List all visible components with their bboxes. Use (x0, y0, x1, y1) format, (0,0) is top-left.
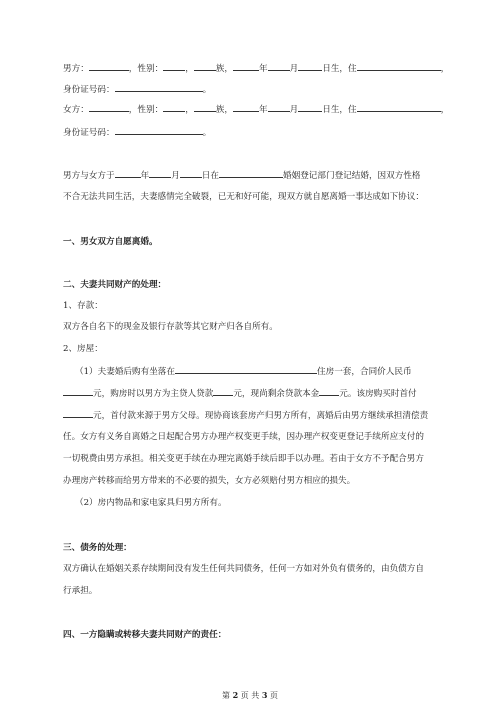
section-2-heading: 二、夫妻共同财产的处理： (63, 280, 167, 290)
male-id-line: 身份证号码： 。 (63, 82, 211, 96)
page-footer: 第 2 页 共 3 页 (222, 690, 278, 700)
nation-blank (194, 61, 216, 71)
house-line-6: 办理房产转移而给男方带来的不必要的损失，女方必须赔付男方相应的损失。 (63, 476, 356, 486)
debts-text-1: 双方确认在婚姻关系存续期间没有发生任何共同债务，任何一方如对外负有债务的，由负债方自 (63, 564, 424, 574)
debts-text-2: 行承担。 (63, 586, 98, 596)
male-info-line: 男方： ，性别： ， 族， 年 月 日生，住 ， (63, 61, 449, 75)
intro-line-2: 不合无法共同生活，夫妻感情完全破裂，已无和好可能，现双方就自愿离婚一事达成如下协议： (63, 192, 424, 202)
female-info-line: 女方： ，性别： ， 族， 年 月 日生，住 ， (63, 102, 449, 116)
address-blank (357, 61, 441, 71)
male-name-blank (89, 61, 129, 71)
house-location-blank (175, 364, 317, 374)
sex-label: ，性别： (128, 64, 164, 74)
page-total: 3 (261, 690, 268, 700)
house-line-2: 元，购房时以男方为主贷人贷款 元，现尚剩余贷款本金 元。该房购买时首付 (63, 386, 417, 400)
intro-text: 男方与女方于 (63, 171, 115, 181)
intro-line-1: 男方与女方于 年 月 日在 婚姻登记部门登记结婚，因双方性格 (63, 168, 421, 182)
birth-year-blank (233, 61, 259, 71)
birth-month-blank (268, 61, 290, 71)
loan-blank (213, 386, 233, 396)
sex-blank (163, 102, 185, 112)
house-line-5: 一切税费由男方承担。相关变更手续在办理完离婚手续后即手以办理。若由于女方不予配合男方 (63, 454, 424, 464)
marriage-month-blank (149, 168, 171, 178)
section-1-heading: 一、男女双方自愿离婚。 (63, 237, 158, 247)
birth-month-blank (268, 102, 290, 112)
marriage-year-blank (115, 168, 141, 178)
down-payment-blank (63, 408, 93, 418)
footer-text: 第 (222, 691, 231, 700)
registry-blank (219, 168, 283, 178)
female-label: 女方： (63, 105, 89, 115)
female-name-blank (89, 102, 129, 112)
furniture-line: （2）房内物品和家电家具归男方所有。 (75, 498, 227, 508)
id-label: 身份证号码： (63, 128, 115, 138)
page-number: 2 (232, 690, 239, 700)
section-3-heading: 三、债务的处理： (63, 543, 132, 553)
female-id-line: 身份证号码： 。 (63, 125, 211, 139)
male-id-blank (115, 82, 203, 92)
marriage-day-blank (180, 168, 202, 178)
remaining-loan-blank (319, 386, 339, 396)
sex-blank (163, 61, 185, 71)
house-line-1: （1）夫妻婚后购有坐落在 住房一套，合同价人民币 (75, 364, 412, 378)
deposits-text: 双方各自名下的现金及银行存款等其它财产归各自所有。 (63, 322, 278, 332)
female-id-blank (115, 125, 203, 135)
house-line-3: 元，首付款来源于男方父母。现协商该套房产归男方所有，离婚后由男方继续承担清偿责 (63, 408, 428, 422)
id-label: 身份证号码： (63, 85, 115, 95)
nation-blank (194, 102, 216, 112)
house-text: （1）夫妻婚后购有坐落在 (75, 367, 175, 377)
house-line-4: 任。女方有义务自离婚之日起配合男方办理产权变更手续，因办理产权变更登记手续所应支付的 (63, 432, 424, 442)
birth-year-blank (233, 102, 259, 112)
address-blank (357, 102, 441, 112)
male-label: 男方： (63, 64, 89, 74)
section-4-heading: 四、一方隐瞒或转移夫妻共同财产的责任： (63, 630, 227, 640)
contract-price-blank (63, 386, 93, 396)
deposits-heading: 1、存款： (63, 301, 103, 311)
birth-day-blank (298, 61, 322, 71)
house-heading: 2、房屋： (63, 344, 103, 354)
birth-day-blank (298, 102, 322, 112)
